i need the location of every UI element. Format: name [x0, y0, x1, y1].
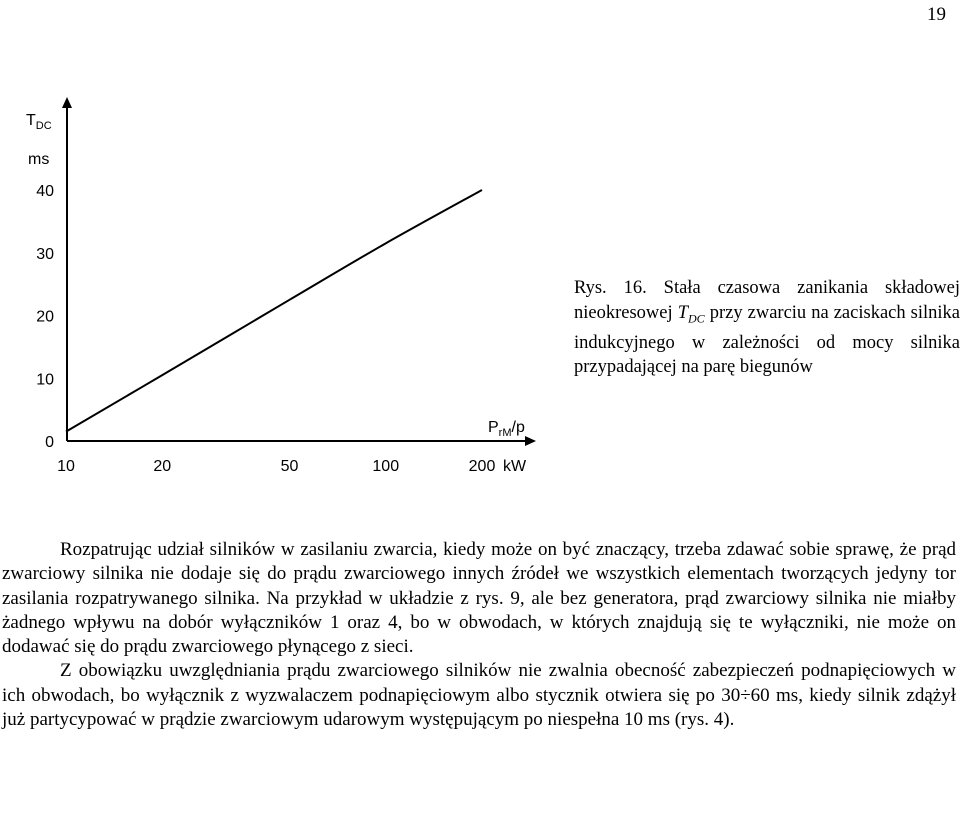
y-axis-unit: ms: [28, 151, 50, 168]
x-tick-label: 20: [153, 458, 172, 475]
x-axis-symbol-sub: rM: [498, 427, 512, 439]
page-number: 19: [927, 4, 946, 25]
x-axis-unit: kW: [503, 458, 527, 475]
figure-caption: [574, 276, 960, 380]
caption-text-1: Stała czasowa zanikania składowej nieokresowej: [574, 278, 960, 323]
x-axis-arrow: [525, 436, 536, 446]
y-tick-label: 20: [36, 308, 54, 326]
time-constant-chart: [0, 0, 570, 500]
y-tick-labels: [36, 183, 54, 451]
body-text: [2, 538, 956, 732]
y-tick-label: 30: [36, 245, 54, 263]
y-axis-symbol: $T_{DC}$: [26, 112, 52, 132]
paragraph: Z obowiązku uwzględniania prądu zwarciowego silników nie zwalnia obecność zabezpieczeń podnapięciowych w ich obwodach, bo wyłącznik z wyzwalaczem podnapięciowym albo stycznik otwiera się po 30÷60 ms, kiedy silnik zdążył już partycypować w prądzie zwarciowym udarowym występującym po niespełna 10 ms (rys. 4).: [2, 660, 956, 731]
chart-axes: [62, 97, 536, 446]
caption-label: Rys. 16.: [574, 278, 647, 298]
series-curve: [66, 190, 482, 432]
paragraph: Rozpatrując udział silników w zasilaniu zwarcia, kiedy może on być znaczący, trzeba zdawać sobie sprawę, że prąd zwarciowy silnika nie dodaje się do prądu zwarciowego innych źródeł we wszystkich elementach tworzących jedyny tor zasilania rozpatrywanego silnika. Na przykład w układzie z rys. 9, ale bez generatora, prąd zwarciowy silnika nie miałby żadnego wpływu na dobór wyłączników 1 oraz 4, bo w obwodach, w których znajdują się te wyłączniki, nie może on dodawać się do prądu zwarciowego płynącego z sieci.: [2, 539, 956, 658]
x-tick-labels: [57, 458, 495, 475]
x-axis-symbol-suffix: /p: [511, 419, 525, 436]
x-axis-symbol: $P_{rM}/p$: [488, 419, 525, 439]
x-tick-label: 50: [280, 458, 299, 475]
series-line: [66, 190, 482, 432]
y-axis-arrow: [62, 97, 72, 108]
y-tick-label: 0: [45, 434, 54, 451]
caption-text-2: przy zwarciu na zaciskach silnika indukcyjnego w zależności od mocy silnika przypadającej na parę biegunów: [574, 302, 960, 378]
axis-labels: [26, 112, 527, 475]
caption-symbol: $T_{DC}$: [677, 302, 705, 326]
x-tick-label: 10: [57, 458, 75, 475]
y-tick-label: 40: [36, 183, 54, 200]
x-tick-label: 100: [372, 458, 400, 475]
x-tick-label: 200: [468, 458, 496, 475]
y-axis-symbol-sub: DC: [35, 120, 52, 132]
y-tick-label: 10: [36, 371, 54, 389]
